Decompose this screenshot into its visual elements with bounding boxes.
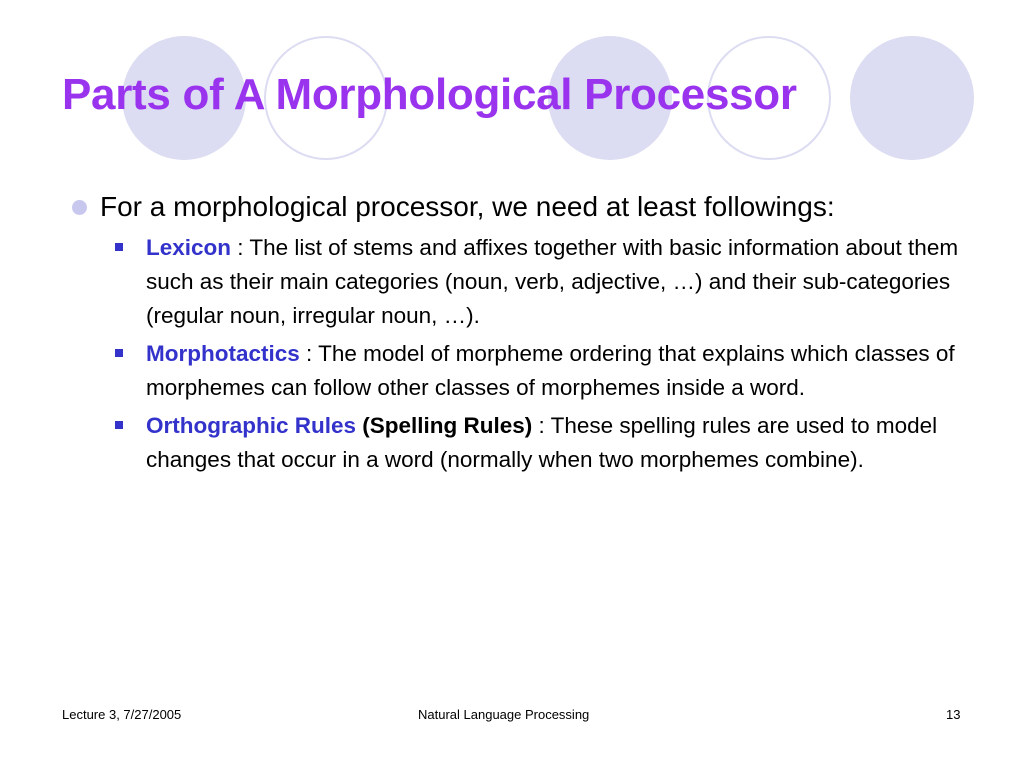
footer-lecture-date: Lecture 3, 7/27/2005: [62, 707, 182, 722]
footer-course-title: Natural Language Processing: [418, 707, 590, 722]
intro-bullet: [70, 189, 980, 225]
square-bullet-icon: [115, 349, 123, 357]
term-label: Orthographic Rules: [146, 413, 357, 438]
term-description: : These spelling rules are used to model changes that occur in a word (normally when two morphemes combine).: [146, 413, 938, 472]
footer-page-number: 13: [946, 707, 961, 722]
list-item-orthographic-rules: [70, 409, 980, 477]
slide-body: [70, 189, 980, 481]
slide-title: Parts of A Morphological Processor: [62, 70, 797, 119]
list-item-lexicon: [70, 231, 980, 333]
components-list: [70, 231, 980, 477]
intro-text: For a morphological processor, we need at least followings:: [100, 191, 835, 222]
term-label: Lexicon: [146, 235, 232, 260]
term-alias: (Spelling Rules): [356, 413, 533, 438]
square-bullet-icon: [115, 421, 123, 429]
list-item-morphotactics: [70, 337, 980, 405]
square-bullet-icon: [115, 243, 123, 251]
term-description: : The model of morpheme ordering that explains which classes of morphemes can follow other classes of morphemes inside a word.: [146, 341, 955, 400]
decor-circle-5: [850, 36, 974, 160]
round-bullet-icon: [72, 200, 87, 215]
term-label: Morphotactics: [146, 341, 300, 366]
term-description: : The list of stems and affixes together with basic information about them such as their main categories (noun, verb, adjective, …) and their sub-categories (regular noun, irregular noun, …).: [146, 235, 959, 328]
